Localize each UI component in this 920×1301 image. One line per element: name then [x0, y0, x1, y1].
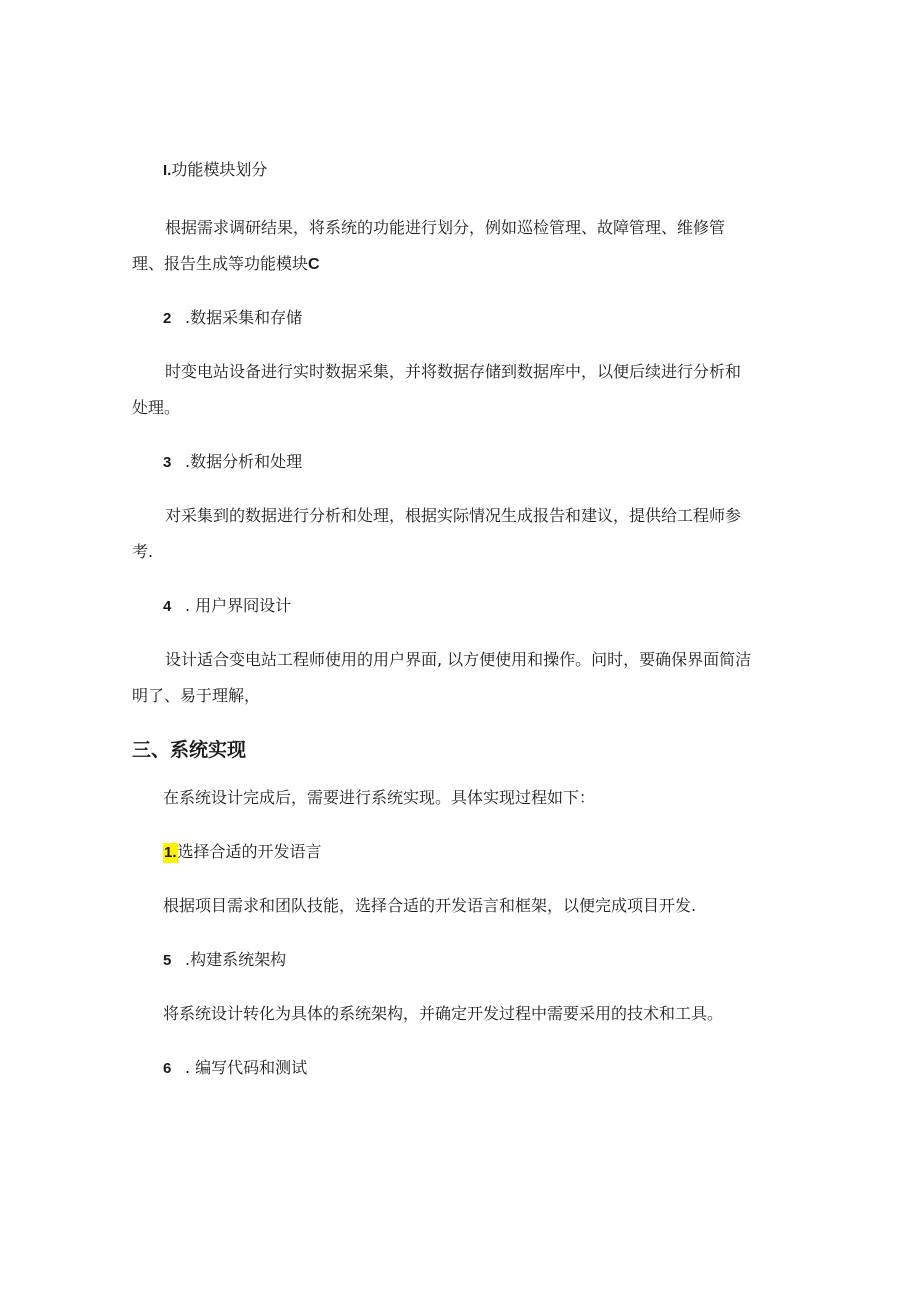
section-4-text: . 用户界冏设计 [185, 596, 292, 615]
section-2-title [163, 308, 302, 329]
section-1-text: 功能模块划分 [171, 160, 268, 179]
paragraph-2-line-2: 处理。 [132, 398, 181, 417]
paragraph-3-line-2: 考. [132, 542, 154, 561]
section-6-text: .构建系统架构 [185, 950, 287, 969]
paragraph-1-line-1: 根据需求调研结果，将系统的功能进行划分，例如巡检管理、故障管理、维修管 [165, 218, 726, 237]
section-6-number: 5 [163, 952, 172, 969]
section-3-number: 3 [163, 454, 172, 471]
paragraph-1-line-2-end: C [308, 256, 320, 273]
paragraph-3-line-1: 对采集到的数据进行分析和处理，根据实际情况生成报告和建议，提供给工程师参 [165, 506, 742, 525]
section-7-text: . 编写代码和测试 [185, 1058, 308, 1077]
section-5-text: 选择合适的开发语言 [177, 842, 322, 861]
chapter-heading: 三、系统实现 [132, 739, 247, 761]
section-7-title [163, 1058, 307, 1079]
paragraph-2-line-1: 时变电站设备进行实时数据采集，并将数据存储到数据库中，以便后续进行分析和 [165, 362, 742, 381]
section-3-text: .数据分析和处理 [185, 452, 303, 471]
section-5-number-highlighted: 1. [164, 844, 177, 861]
section-1-title [163, 160, 267, 181]
section-2-text: .数据采集和存储 [185, 308, 303, 327]
section-3-title [163, 452, 302, 473]
section-4-title [163, 596, 291, 617]
paragraph-5: 在系统设计完成后，需要进行系统实现。具体实现过程如下： [163, 788, 596, 807]
section-6-title [163, 950, 286, 971]
paragraph-4-line-2: 明了、易于理解， [132, 686, 261, 705]
paragraph-1-line-2-text: 理、报告生成等功能模块 [132, 254, 309, 273]
paragraph-7: 将系统设计转化为具体的系统架构，并确定开发过程中需要采用的技术和工具。 [163, 1004, 724, 1023]
section-1-number: I. [163, 162, 172, 179]
section-7-number: 6 [163, 1060, 172, 1077]
section-5-title [163, 842, 322, 863]
paragraph-1-line-2 [132, 254, 320, 275]
section-2-number: 2 [163, 310, 172, 327]
section-4-number: 4 [163, 598, 172, 615]
paragraph-6: 根据项目需求和团队技能，选择合适的开发语言和框架，以便完成项目开发. [163, 896, 697, 915]
paragraph-4-line-1: 设计适合变电站工程师使用的用户界面, 以方便使用和操作。问时，要确保界面简洁 [165, 650, 752, 669]
